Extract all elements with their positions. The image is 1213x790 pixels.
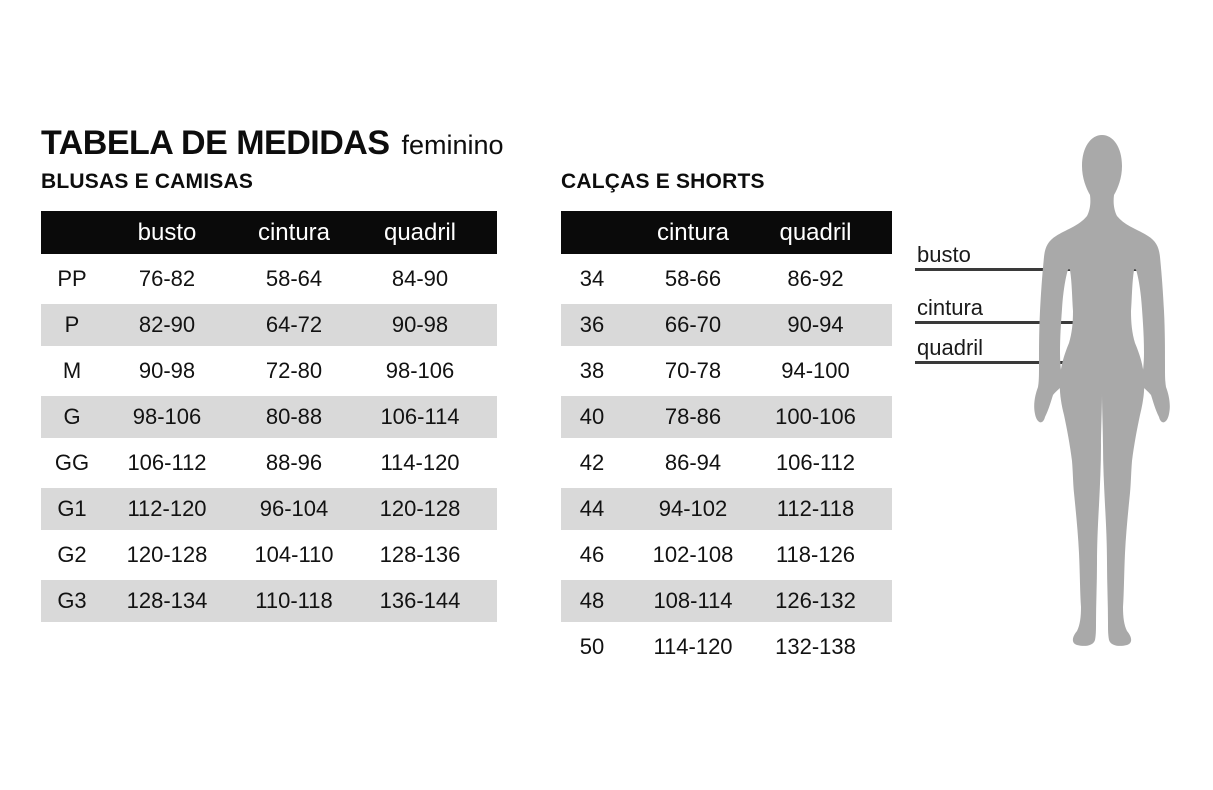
quadril-cell: 114-120 <box>357 442 483 484</box>
female-silhouette-icon <box>1027 133 1177 648</box>
page-title: TABELA DE MEDIDAS <box>41 124 390 162</box>
quadril-cell: 132-138 <box>763 626 868 668</box>
spacer-cell <box>483 258 497 300</box>
cintura-cell: 86-94 <box>623 442 763 484</box>
header-cell-quadril: quadril <box>357 211 483 254</box>
busto-cell: 82-90 <box>103 304 231 346</box>
quadril-measure-label: quadril <box>915 335 1136 364</box>
busto-cell: 98-106 <box>103 396 231 438</box>
cintura-cell: 58-66 <box>623 258 763 300</box>
quadril-cell: 94-100 <box>763 350 868 392</box>
table-calcas-shorts <box>561 207 892 672</box>
table-row <box>41 580 497 622</box>
quadril-cell: 112-118 <box>763 488 868 530</box>
spacer-cell <box>868 442 892 484</box>
title-row <box>41 124 504 163</box>
cintura-cell: 110-118 <box>231 580 357 622</box>
spacer-cell <box>483 488 497 530</box>
size-cell: 44 <box>561 488 623 530</box>
quadril-cell: 84-90 <box>357 258 483 300</box>
quadril-cell: 98-106 <box>357 350 483 392</box>
size-cell: M <box>41 350 103 392</box>
table-header-row <box>561 211 892 254</box>
size-cell: 42 <box>561 442 623 484</box>
header-cell-size <box>41 211 103 254</box>
cintura-cell: 78-86 <box>623 396 763 438</box>
spacer-cell <box>868 258 892 300</box>
spacer-cell <box>868 626 892 668</box>
table-row <box>561 258 892 300</box>
cintura-cell: 114-120 <box>623 626 763 668</box>
quadril-cell: 128-136 <box>357 534 483 576</box>
size-cell: G1 <box>41 488 103 530</box>
busto-cell: 128-134 <box>103 580 231 622</box>
quadril-cell: 90-94 <box>763 304 868 346</box>
table-row <box>41 350 497 392</box>
table-row <box>561 396 892 438</box>
cintura-cell: 58-64 <box>231 258 357 300</box>
female-body-figure <box>1027 133 1177 648</box>
cintura-cell: 88-96 <box>231 442 357 484</box>
table-row <box>561 626 892 668</box>
size-cell: PP <box>41 258 103 300</box>
busto-cell: 90-98 <box>103 350 231 392</box>
quadril-cell: 90-98 <box>357 304 483 346</box>
spacer-cell <box>483 304 497 346</box>
cintura-cell: 72-80 <box>231 350 357 392</box>
spacer-cell <box>868 211 892 254</box>
cintura-cell: 64-72 <box>231 304 357 346</box>
quadril-cell: 106-112 <box>763 442 868 484</box>
quadril-cell: 106-114 <box>357 396 483 438</box>
table-row <box>41 442 497 484</box>
header-cell-cintura: cintura <box>231 211 357 254</box>
size-cell: 34 <box>561 258 623 300</box>
cintura-cell: 70-78 <box>623 350 763 392</box>
table-row <box>41 396 497 438</box>
spacer-cell <box>868 350 892 392</box>
quadril-cell: 100-106 <box>763 396 868 438</box>
table-row <box>41 534 497 576</box>
size-cell: 48 <box>561 580 623 622</box>
section-label-blusas: BLUSAS E CAMISAS <box>41 170 254 193</box>
header-cell-busto: busto <box>103 211 231 254</box>
size-cell: 40 <box>561 396 623 438</box>
header-cell-size <box>561 211 623 254</box>
table-row <box>561 580 892 622</box>
spacer-cell <box>483 534 497 576</box>
busto-cell: 76-82 <box>103 258 231 300</box>
spacer-cell <box>483 580 497 622</box>
cintura-cell: 108-114 <box>623 580 763 622</box>
spacer-cell <box>868 488 892 530</box>
spacer-cell <box>483 350 497 392</box>
cintura-cell: 96-104 <box>231 488 357 530</box>
spacer-cell <box>868 580 892 622</box>
cintura-cell: 80-88 <box>231 396 357 438</box>
quadril-cell: 120-128 <box>357 488 483 530</box>
spacer-cell <box>868 534 892 576</box>
busto-cell: 106-112 <box>103 442 231 484</box>
table-header-row <box>41 211 497 254</box>
header-cell-quadril: quadril <box>763 211 868 254</box>
table-row <box>561 488 892 530</box>
table-row <box>41 304 497 346</box>
table-row <box>561 534 892 576</box>
cintura-cell: 66-70 <box>623 304 763 346</box>
size-cell: GG <box>41 442 103 484</box>
cintura-cell: 94-102 <box>623 488 763 530</box>
table-row <box>41 258 497 300</box>
size-cell: 38 <box>561 350 623 392</box>
size-cell: 50 <box>561 626 623 668</box>
cintura-cell: 102-108 <box>623 534 763 576</box>
cintura-measure-label: cintura <box>915 295 1131 324</box>
table-row <box>561 442 892 484</box>
size-cell: 46 <box>561 534 623 576</box>
spacer-cell <box>483 396 497 438</box>
quadril-cell: 126-132 <box>763 580 868 622</box>
table-blusas-camisas <box>41 207 497 626</box>
busto-cell: 120-128 <box>103 534 231 576</box>
page-title-suffix: feminino <box>401 130 504 160</box>
size-cell: G2 <box>41 534 103 576</box>
spacer-cell <box>483 211 497 254</box>
header-cell-cintura: cintura <box>623 211 763 254</box>
spacer-cell <box>483 442 497 484</box>
size-cell: P <box>41 304 103 346</box>
size-cell: 36 <box>561 304 623 346</box>
quadril-cell: 136-144 <box>357 580 483 622</box>
quadril-cell: 86-92 <box>763 258 868 300</box>
table-row <box>561 304 892 346</box>
busto-cell: 112-120 <box>103 488 231 530</box>
busto-measure-label: busto <box>915 242 1140 271</box>
size-cell: G3 <box>41 580 103 622</box>
table-row <box>41 488 497 530</box>
quadril-cell: 118-126 <box>763 534 868 576</box>
cintura-cell: 104-110 <box>231 534 357 576</box>
spacer-cell <box>868 396 892 438</box>
size-cell: G <box>41 396 103 438</box>
table-row <box>561 350 892 392</box>
spacer-cell <box>868 304 892 346</box>
section-label-calcas: CALÇAS E SHORTS <box>561 170 765 193</box>
